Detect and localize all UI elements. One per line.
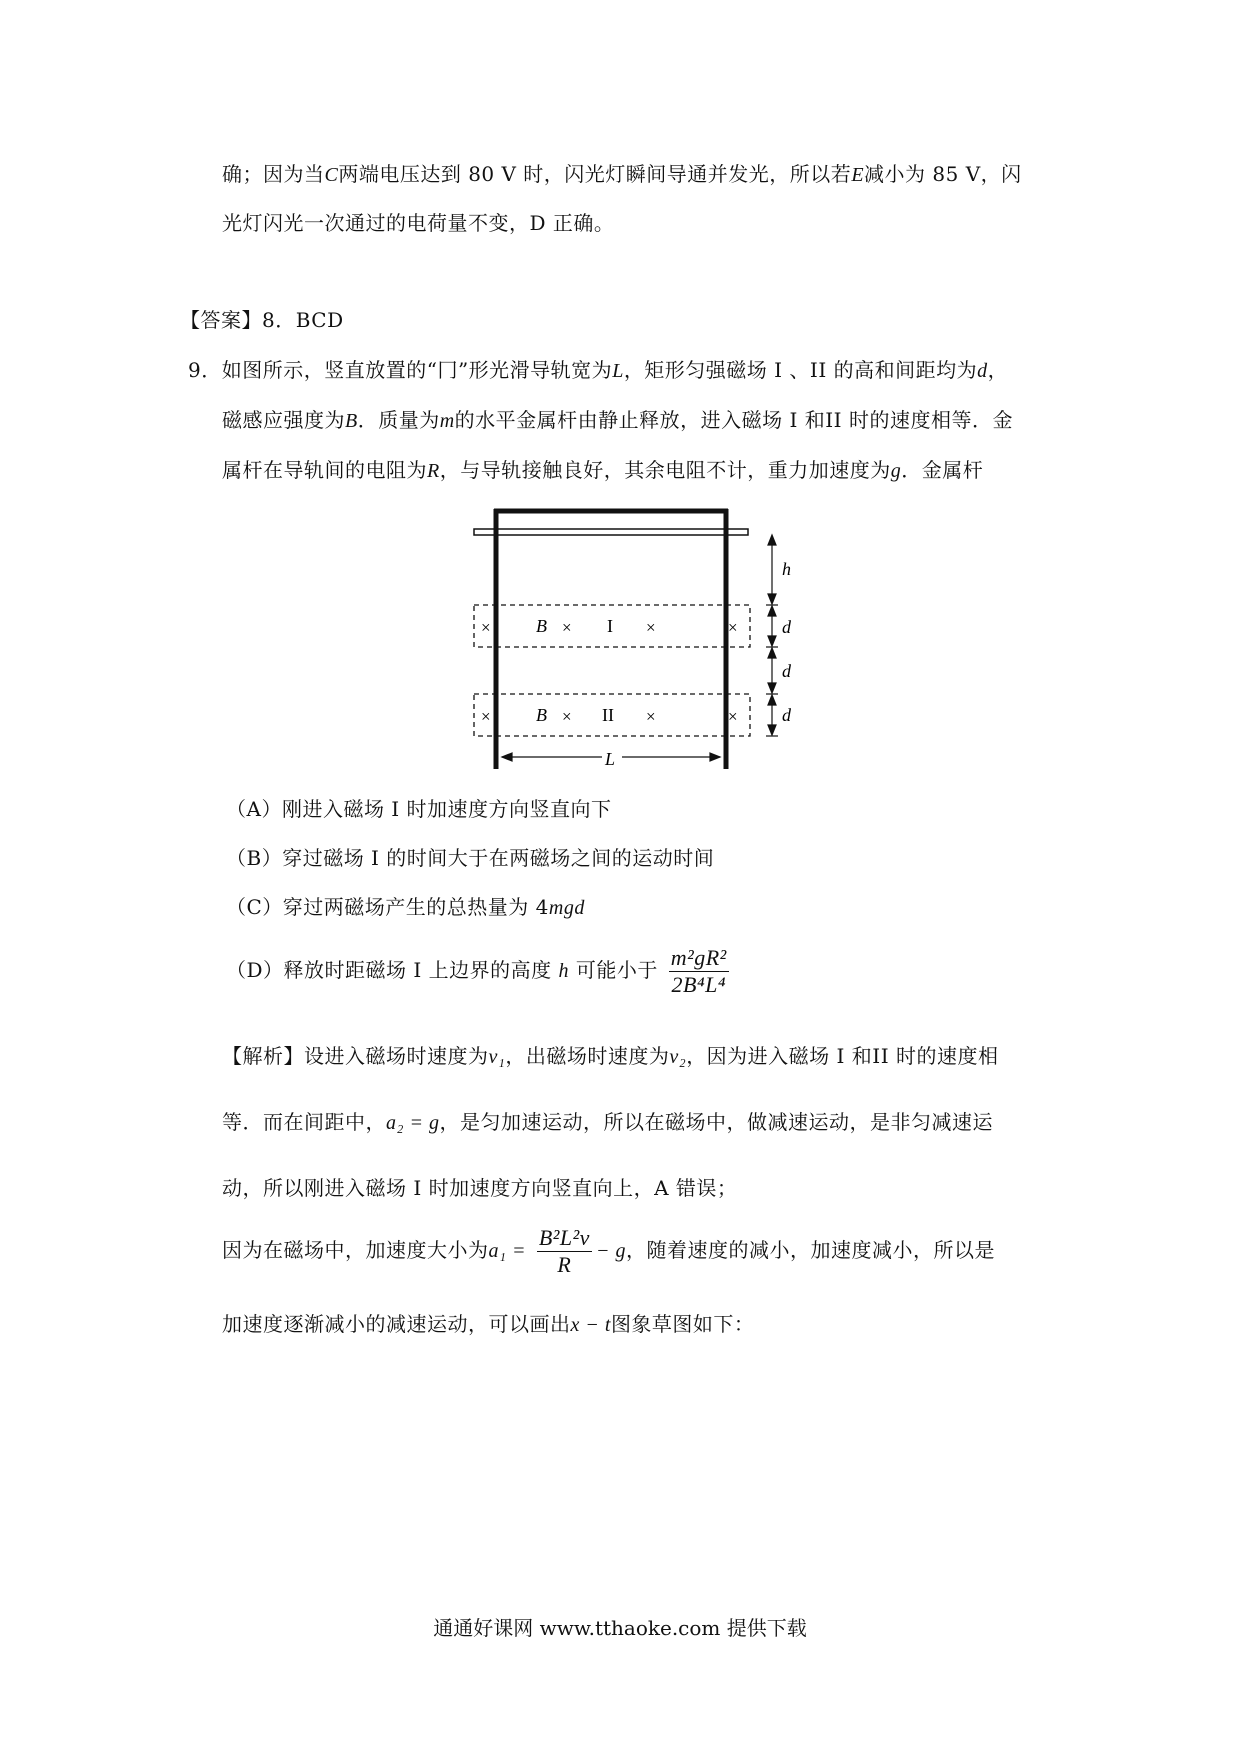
text: 确；因为当 [222,162,325,186]
analysis-line-1 [222,1042,998,1071]
field-1-B-label: B [536,616,547,636]
analysis-line-2 [222,1108,993,1137]
var-xt: x − t [570,1314,611,1336]
text: （D）释放时距磁场 I 上边界的高度 [226,958,552,982]
question-number: 9． [188,358,222,382]
label-d: d [782,661,791,681]
fraction [537,1225,592,1278]
cross-mark: × [481,707,491,726]
var-m: m [439,410,455,432]
equation: a₂ = g [386,1112,440,1134]
field-2-label: II [602,705,614,725]
option-a: （A）刚进入磁场 I 时加速度方向竖直向下 [226,797,612,821]
fraction [669,945,729,998]
text: 等．而在间距中， [222,1110,386,1134]
text: 如图所示，竖直放置的“冂”形光滑导轨宽为 [221,358,613,382]
text: ，随着速度的减小，加速度减小，所以是 [625,1238,995,1262]
text: ．金属杆 [901,458,984,482]
text: 加速度逐渐减小的减速运动，可以画出 [222,1312,571,1336]
text: ，因为进入磁场 I 和II 时的速度相 [686,1044,999,1068]
page-footer: 通通好课网 www.tthaoke.com 提供下载 [433,1616,807,1640]
var-E: E [851,164,865,186]
analysis-line-5 [222,1310,754,1339]
text: ，与导轨接触良好，其余电阻不计，重力加速度为 [439,458,891,482]
var-C: C [324,164,339,186]
text: 两端电压达到 80 V 时，闪光灯瞬间导通并发光，所以若 [338,162,852,186]
metal-rod [474,529,748,535]
cross-mark: × [728,707,738,726]
question-line-1 [188,356,1008,385]
text: ，矩形匀强磁场 I 、II 的高和间距均为 [623,358,978,382]
text: 磁感应强度为 [222,408,345,432]
rail-field-diagram [470,505,800,780]
analysis-line-4 [222,1222,995,1279]
answer-bracket: 【答案】 [180,308,262,332]
answer-line [180,306,344,334]
answer-text: 8．BCD [262,308,344,332]
option-d [226,942,733,999]
text: 可能小于 [575,958,658,982]
equation: − g [595,1240,626,1262]
dimension-arrows [766,535,778,736]
text: 的水平金属杆由静止释放，进入磁场 I 和II 时的速度相等．金 [454,408,1013,432]
label-d: d [782,705,791,725]
continuation-line-1 [222,160,1022,189]
var-R: R [427,460,440,482]
analysis-bracket: 【解析】 [222,1044,304,1068]
denominator: R [557,1252,572,1277]
var-v1: v₁ [488,1046,506,1068]
question-line-3 [222,456,983,485]
numerator: m²gR² [670,945,727,970]
continuation-line-2: 光灯闪光一次通过的电荷量不变，D 正确。 [222,211,615,235]
field-1-label: I [607,616,613,636]
label-h: h [782,559,791,579]
cross-mark: × [481,618,491,637]
text: 因为在磁场中，加速度大小为 [222,1238,489,1262]
text: 属杆在导轨间的电阻为 [222,458,427,482]
text: （C）穿过两磁场产生的总热量为 4 [226,895,549,919]
var-g: g [890,460,902,482]
cross-mark: × [646,707,656,726]
option-c [226,893,585,922]
cross-mark: × [728,618,738,637]
var-h: h [558,960,570,982]
label-d: d [782,617,791,637]
cross-mark: × [562,618,572,637]
denominator: 2B⁴L⁴ [671,972,726,997]
text: ， [987,358,1009,382]
var-L: L [612,360,624,382]
var-v2: v₂ [669,1046,687,1068]
var-d: d [977,360,988,382]
analysis-line-3: 动，所以刚进入磁场 I 时加速度方向竖直向上，A 错误； [222,1176,738,1200]
option-b: （B）穿过磁场 I 的时间大于在两磁场之间的运动时间 [226,846,715,870]
text: 图象草图如下： [610,1312,755,1336]
text: 设进入磁场时速度为 [304,1044,489,1068]
cross-mark: × [562,707,572,726]
text: ，是匀加速运动，所以在磁场中，做减速运动，是非匀减速运 [439,1110,993,1134]
text: ．质量为 [357,408,440,432]
var-B: B [345,410,358,432]
numerator: B²L²v [538,1225,590,1250]
text: 减小为 85 V，闪 [864,162,1022,186]
var-mgd: mgd [548,897,585,919]
label-L: L [605,749,616,769]
field-2-B-label: B [536,705,547,725]
cross-mark: × [646,618,656,637]
text: ，出磁场时速度为 [505,1044,670,1068]
question-line-2 [222,406,1013,435]
var-a1: a₁ = [488,1240,526,1262]
